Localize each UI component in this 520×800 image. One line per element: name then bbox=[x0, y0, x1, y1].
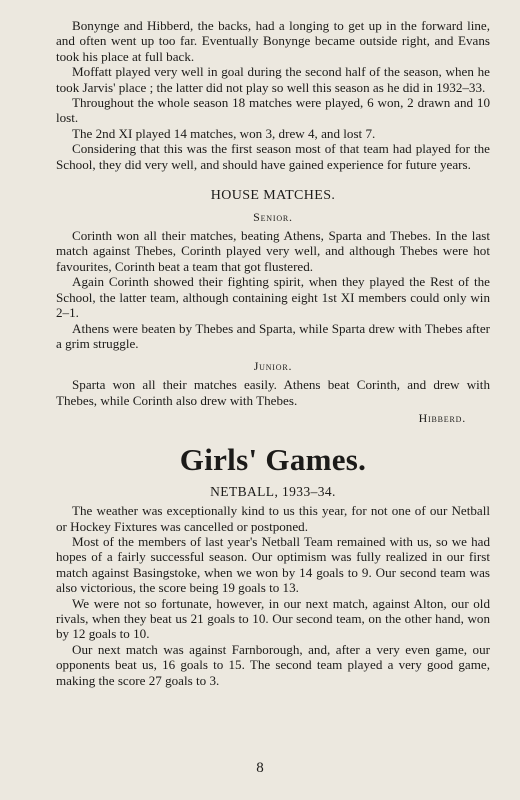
author-signature: Hibberd. bbox=[418, 411, 466, 426]
girls-games-section bbox=[56, 442, 490, 688]
paragraph: Considering that this was the first season most of that team had played for the School, they did very well, and should have gained experience for future years. bbox=[56, 141, 490, 172]
paragraph: Athens were beaten by Thebes and Sparta, while Sparta drew with Thebes after a grim struggle. bbox=[56, 320, 490, 351]
page-number: 8 bbox=[256, 760, 264, 776]
house-matches-section bbox=[56, 188, 490, 426]
paragraph: The 2nd XI played 14 matches, won 3, drew 4, and lost 7. bbox=[72, 125, 376, 141]
paragraph: Moffatt played very well in goal during the second half of the season, when he took Jarvis' place ; the latter did not play so well this season as he did in 1932–33. bbox=[56, 64, 490, 95]
paragraph: Bonynge and Hibberd, the backs, had a longing to get up in the forward line, and often went up too far. Eventually Bonynge became outside right, and Evans took his place at full back. bbox=[56, 18, 490, 64]
paragraph: The weather was exceptionally kind to us this year, for not one of our Netball or Hockey Fixtures was cancelled or postponed. bbox=[56, 503, 490, 534]
senior-heading: Senior. bbox=[253, 210, 293, 225]
paragraph: Throughout the whole season 18 matches were played, 6 won, 2 drawn and 10 lost. bbox=[56, 95, 490, 126]
paragraph: Corinth won all their matches, beating Athens, Sparta and Thebes. In the last match against Thebes, Corinth played very well, and although Thebes were hot favourites, Corinth beat a team that got flustered. bbox=[56, 228, 490, 274]
junior-heading: Junior. bbox=[253, 359, 293, 374]
intro-section bbox=[56, 18, 490, 172]
girls-games-title: Girls' Games. bbox=[179, 442, 367, 478]
paragraph: Most of the members of last year's Netball Team remained with us, so we had hopes of a fairly successful season. Our optimism was fully realized in our first match against Basingstoke, when we won by 14 goals to 9. Our second team was also victorious, the score being 19 goals to 13. bbox=[56, 533, 490, 596]
netball-subtitle: NETBALL, 1933–34. bbox=[210, 484, 336, 500]
paragraph: Sparta won all their matches easily. Athens beat Corinth, and drew with Thebes, while Corinth also drew with Thebes. bbox=[56, 377, 490, 408]
paragraph: Our next match was against Farnborough, and, after a very even game, our opponents beat us, 16 goals to 15. The second team played a very good game, making the score 27 goals to 3. bbox=[56, 641, 490, 688]
paragraph: We were not so fortunate, however, in our next match, against Alton, our old rivals, when they beat us 21 goals to 10. Our second team, on the other hand, won by 12 goals to 10. bbox=[56, 595, 490, 642]
house-matches-heading: HOUSE MATCHES. bbox=[210, 188, 336, 204]
paragraph: Again Corinth showed their fighting spirit, when they played the Rest of the School, the latter team, although containing eight 1st XI members could only win 2–1. bbox=[56, 274, 490, 321]
